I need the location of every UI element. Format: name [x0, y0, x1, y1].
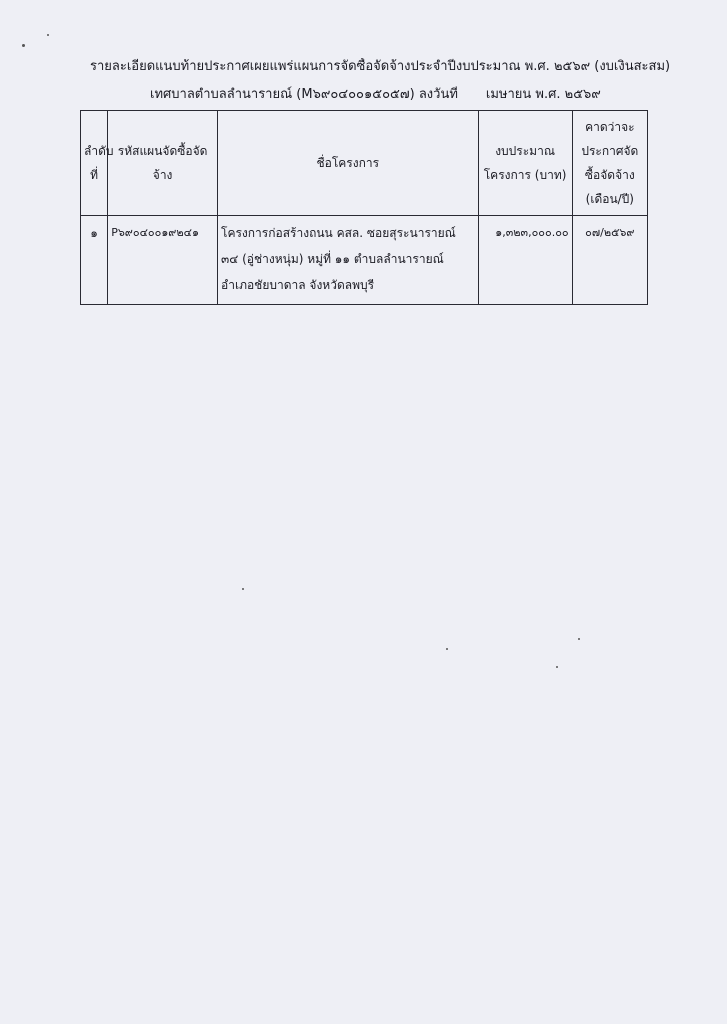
column-header-order: ลำดับที่ — [81, 111, 108, 216]
subtitle-organization-date-label: เทศบาลตำบลลำนารายณ์ (M๖๙๐๔๐๐๑๕๐๕๗) ลงวันที่ — [150, 87, 458, 102]
scan-speck — [22, 44, 25, 47]
scan-speck — [556, 666, 558, 668]
column-header-plan-code: รหัสแผนจัดซื้อจัดจ้าง — [108, 111, 218, 216]
cell-order: ๑ — [81, 216, 108, 305]
procurement-plan-table — [80, 110, 648, 305]
scan-speck — [242, 588, 244, 590]
table-row — [81, 216, 648, 305]
document-subtitle — [150, 86, 630, 104]
scan-speck — [446, 648, 448, 650]
cell-project-name: โครงการก่อสร้างถนน คสล. ซอยสุระนารายณ์ ๓๔ (อู่ช่างหนุ่ม) หมู่ที่ ๑๑ ตำบลลำนารายณ์ อำเภอชัยบาดาล จังหวัดลพบุรี — [218, 216, 478, 305]
column-header-announce-date: คาดว่าจะประกาศจัดซื้อจัดจ้าง (เดือน/ปี) — [572, 111, 647, 216]
column-header-project-name: ชื่อโครงการ — [218, 111, 478, 216]
column-header-budget: งบประมาณโครงการ (บาท) — [478, 111, 572, 216]
subtitle-month-year: เมษายน พ.ศ. ๒๕๖๙ — [485, 87, 601, 102]
document-title: รายละเอียดแนบท้ายประกาศเผยแพร่แผนการจัดซื้อจัดจ้างประจำปีงบประมาณ พ.ศ. ๒๕๖๙ (งบเงินสะสม) — [90, 59, 671, 74]
table-header-row — [81, 111, 648, 216]
cell-announce-date: ๐๗/๒๕๖๙ — [572, 216, 647, 305]
scan-speck — [47, 34, 49, 36]
cell-plan-code: P๖๙๐๔๐๐๑๙๒๔๑ — [108, 216, 218, 305]
cell-budget: ๑,๓๒๓,๐๐๐.๐๐ — [478, 216, 572, 305]
scan-speck — [578, 638, 580, 640]
